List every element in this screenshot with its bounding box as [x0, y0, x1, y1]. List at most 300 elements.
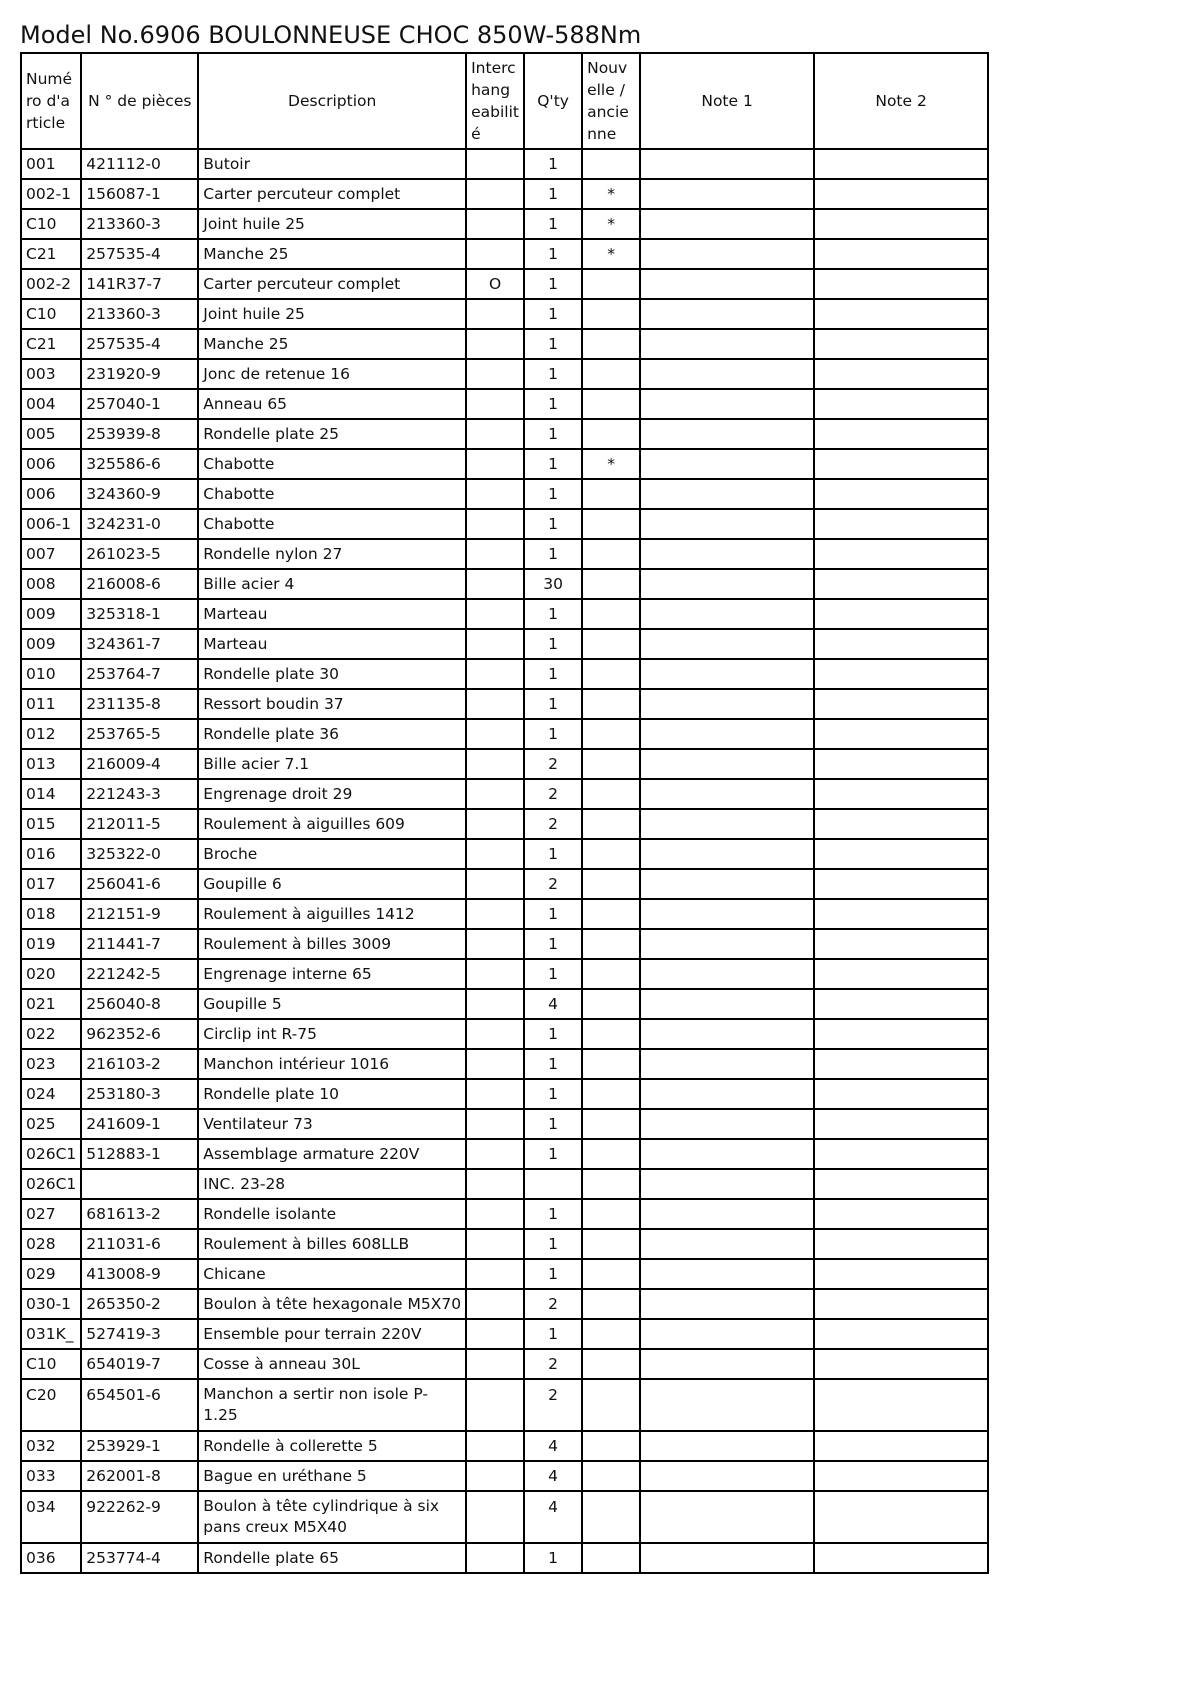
cell-interchangeability — [466, 239, 524, 269]
table-row — [21, 1431, 988, 1461]
cell-note1 — [640, 1109, 814, 1139]
cell-note1 — [640, 1229, 814, 1259]
cell-interchangeability — [466, 1019, 524, 1049]
cell-description: Circlip int R-75 — [198, 1019, 466, 1049]
cell-new-old — [582, 1491, 640, 1543]
cell-note1 — [640, 539, 814, 569]
cell-new-old: * — [582, 209, 640, 239]
cell-note2 — [814, 329, 988, 359]
cell-description: Boulon à tête cylindrique à six pans creux M5X40 — [198, 1491, 466, 1543]
cell-description: Chabotte — [198, 449, 466, 479]
cell-description: Rondelle isolante — [198, 1199, 466, 1229]
cell-note1 — [640, 509, 814, 539]
cell-interchangeability — [466, 1319, 524, 1349]
cell-part-no: 253764-7 — [81, 659, 198, 689]
cell-new-old — [582, 1379, 640, 1431]
cell-item-no: 007 — [21, 539, 81, 569]
cell-note1 — [640, 659, 814, 689]
cell-qty: 1 — [524, 539, 582, 569]
cell-part-no: 922262-9 — [81, 1491, 198, 1543]
cell-qty: 1 — [524, 509, 582, 539]
table-row — [21, 239, 988, 269]
column-header-new-old: Nouvelle / ancienne — [582, 53, 640, 149]
cell-note2 — [814, 749, 988, 779]
cell-item-no: 002-2 — [21, 269, 81, 299]
cell-part-no: 257535-4 — [81, 239, 198, 269]
table-row — [21, 539, 988, 569]
cell-note2 — [814, 1079, 988, 1109]
cell-interchangeability — [466, 1169, 524, 1199]
cell-interchangeability — [466, 809, 524, 839]
cell-note2 — [814, 1139, 988, 1169]
cell-interchangeability — [466, 839, 524, 869]
cell-new-old — [582, 1319, 640, 1349]
cell-item-no: 009 — [21, 599, 81, 629]
table-row — [21, 1349, 988, 1379]
cell-qty: 2 — [524, 1349, 582, 1379]
table-row — [21, 1079, 988, 1109]
cell-note2 — [814, 1349, 988, 1379]
cell-item-no: 036 — [21, 1543, 81, 1573]
cell-new-old — [582, 1139, 640, 1169]
cell-qty: 4 — [524, 1491, 582, 1543]
cell-part-no: 527419-3 — [81, 1319, 198, 1349]
cell-description: INC. 23-28 — [198, 1169, 466, 1199]
cell-interchangeability — [466, 329, 524, 359]
cell-part-no: 253765-5 — [81, 719, 198, 749]
table-row — [21, 1199, 988, 1229]
cell-qty: 4 — [524, 1461, 582, 1491]
cell-item-no: 021 — [21, 989, 81, 1019]
cell-note2 — [814, 1049, 988, 1079]
cell-interchangeability — [466, 389, 524, 419]
table-row — [21, 869, 988, 899]
table-row — [21, 1289, 988, 1319]
cell-new-old — [582, 929, 640, 959]
cell-new-old — [582, 1229, 640, 1259]
cell-item-no: 031K_ — [21, 1319, 81, 1349]
cell-item-no: 013 — [21, 749, 81, 779]
cell-qty: 1 — [524, 1319, 582, 1349]
cell-interchangeability: O — [466, 269, 524, 299]
cell-note1 — [640, 1431, 814, 1461]
cell-new-old — [582, 149, 640, 179]
cell-part-no: 241609-1 — [81, 1109, 198, 1139]
cell-interchangeability — [466, 899, 524, 929]
cell-description: Boulon à tête hexagonale M5X70 — [198, 1289, 466, 1319]
cell-description: Manchon a sertir non isole P-1.25 — [198, 1379, 466, 1431]
cell-note2 — [814, 299, 988, 329]
cell-new-old — [582, 359, 640, 389]
cell-new-old — [582, 1019, 640, 1049]
cell-note2 — [814, 509, 988, 539]
table-row — [21, 1229, 988, 1259]
cell-description: Engrenage interne 65 — [198, 959, 466, 989]
cell-description: Joint huile 25 — [198, 299, 466, 329]
cell-interchangeability — [466, 989, 524, 1019]
cell-interchangeability — [466, 659, 524, 689]
cell-note2 — [814, 1431, 988, 1461]
cell-item-no: C21 — [21, 329, 81, 359]
cell-new-old: * — [582, 179, 640, 209]
cell-note1 — [640, 479, 814, 509]
cell-note2 — [814, 1289, 988, 1319]
cell-part-no: 325322-0 — [81, 839, 198, 869]
cell-interchangeability — [466, 1259, 524, 1289]
cell-note1 — [640, 1319, 814, 1349]
column-header-qty: Q'ty — [524, 53, 582, 149]
cell-interchangeability — [466, 1543, 524, 1573]
cell-note1 — [640, 1349, 814, 1379]
cell-qty: 1 — [524, 1199, 582, 1229]
cell-item-no: 020 — [21, 959, 81, 989]
cell-description: Chicane — [198, 1259, 466, 1289]
cell-description: Goupille 5 — [198, 989, 466, 1019]
cell-note2 — [814, 989, 988, 1019]
cell-note1 — [640, 1491, 814, 1543]
parts-table — [20, 52, 989, 1574]
cell-new-old — [582, 1259, 640, 1289]
cell-new-old — [582, 419, 640, 449]
cell-item-no: 014 — [21, 779, 81, 809]
cell-part-no: 213360-3 — [81, 299, 198, 329]
cell-note2 — [814, 1109, 988, 1139]
cell-part-no: 216008-6 — [81, 569, 198, 599]
cell-item-no: 032 — [21, 1431, 81, 1461]
cell-qty: 1 — [524, 689, 582, 719]
cell-note1 — [640, 749, 814, 779]
cell-interchangeability — [466, 959, 524, 989]
cell-description: Manchon intérieur 1016 — [198, 1049, 466, 1079]
cell-interchangeability — [466, 1199, 524, 1229]
cell-interchangeability — [466, 1229, 524, 1259]
cell-note1 — [640, 689, 814, 719]
cell-description: Broche — [198, 839, 466, 869]
table-row — [21, 1543, 988, 1573]
cell-new-old — [582, 899, 640, 929]
cell-item-no: 026C1 — [21, 1169, 81, 1199]
cell-item-no: 017 — [21, 869, 81, 899]
cell-qty: 1 — [524, 209, 582, 239]
cell-item-no: 025 — [21, 1109, 81, 1139]
cell-note1 — [640, 989, 814, 1019]
cell-description: Rondelle plate 36 — [198, 719, 466, 749]
cell-qty: 1 — [524, 1259, 582, 1289]
cell-note2 — [814, 1319, 988, 1349]
cell-description: Marteau — [198, 599, 466, 629]
cell-qty: 1 — [524, 389, 582, 419]
cell-note1 — [640, 419, 814, 449]
cell-item-no: 018 — [21, 899, 81, 929]
column-header-note2: Note 2 — [814, 53, 988, 149]
cell-description: Assemblage armature 220V — [198, 1139, 466, 1169]
cell-description: Bague en uréthane 5 — [198, 1461, 466, 1491]
table-row — [21, 659, 988, 689]
table-row — [21, 269, 988, 299]
cell-interchangeability — [466, 509, 524, 539]
cell-item-no: 022 — [21, 1019, 81, 1049]
cell-qty: 2 — [524, 749, 582, 779]
cell-part-no: 141R37-7 — [81, 269, 198, 299]
cell-new-old — [582, 389, 640, 419]
cell-note1 — [640, 779, 814, 809]
column-header-description: Description — [198, 53, 466, 149]
cell-interchangeability — [466, 419, 524, 449]
table-row — [21, 719, 988, 749]
cell-new-old — [582, 659, 640, 689]
cell-note1 — [640, 239, 814, 269]
cell-new-old — [582, 569, 640, 599]
table-row — [21, 419, 988, 449]
cell-part-no: 221242-5 — [81, 959, 198, 989]
cell-note1 — [640, 929, 814, 959]
table-row — [21, 1049, 988, 1079]
page-title: Model No.6906 BOULONNEUSE CHOC 850W-588Nm — [20, 21, 642, 49]
cell-new-old — [582, 869, 640, 899]
cell-note2 — [814, 809, 988, 839]
table-row — [21, 749, 988, 779]
cell-note2 — [814, 1199, 988, 1229]
cell-note1 — [640, 809, 814, 839]
cell-new-old — [582, 1169, 640, 1199]
cell-qty: 30 — [524, 569, 582, 599]
cell-qty: 1 — [524, 1543, 582, 1573]
cell-new-old — [582, 719, 640, 749]
cell-note2 — [814, 1379, 988, 1431]
cell-description: Rondelle nylon 27 — [198, 539, 466, 569]
cell-new-old: * — [582, 239, 640, 269]
cell-note2 — [814, 1229, 988, 1259]
cell-part-no: 512883-1 — [81, 1139, 198, 1169]
cell-note1 — [640, 899, 814, 929]
cell-part-no: 257535-4 — [81, 329, 198, 359]
cell-item-no: 001 — [21, 149, 81, 179]
table-row — [21, 959, 988, 989]
cell-part-no: 253929-1 — [81, 1431, 198, 1461]
cell-interchangeability — [466, 629, 524, 659]
cell-note2 — [814, 389, 988, 419]
table-row — [21, 1319, 988, 1349]
cell-new-old — [582, 1049, 640, 1079]
cell-new-old — [582, 1461, 640, 1491]
table-row — [21, 599, 988, 629]
cell-part-no: 324231-0 — [81, 509, 198, 539]
cell-note2 — [814, 479, 988, 509]
cell-interchangeability — [466, 449, 524, 479]
cell-note2 — [814, 569, 988, 599]
cell-description: Engrenage droit 29 — [198, 779, 466, 809]
table-row — [21, 509, 988, 539]
table-row — [21, 929, 988, 959]
cell-note1 — [640, 599, 814, 629]
cell-qty: 2 — [524, 1289, 582, 1319]
cell-description: Ressort boudin 37 — [198, 689, 466, 719]
cell-note2 — [814, 629, 988, 659]
cell-note2 — [814, 179, 988, 209]
cell-item-no: 029 — [21, 1259, 81, 1289]
cell-note1 — [640, 179, 814, 209]
cell-description: Bille acier 4 — [198, 569, 466, 599]
cell-interchangeability — [466, 599, 524, 629]
cell-part-no: 654501-6 — [81, 1379, 198, 1431]
cell-interchangeability — [466, 1461, 524, 1491]
cell-part-no: 211031-6 — [81, 1229, 198, 1259]
cell-note1 — [640, 869, 814, 899]
cell-note1 — [640, 569, 814, 599]
cell-description: Manche 25 — [198, 239, 466, 269]
cell-note1 — [640, 1139, 814, 1169]
cell-new-old — [582, 299, 640, 329]
cell-interchangeability — [466, 359, 524, 389]
cell-description: Roulement à billes 3009 — [198, 929, 466, 959]
cell-part-no: 212151-9 — [81, 899, 198, 929]
cell-qty: 2 — [524, 869, 582, 899]
cell-qty: 1 — [524, 269, 582, 299]
cell-part-no: 253939-8 — [81, 419, 198, 449]
cell-part-no: 212011-5 — [81, 809, 198, 839]
cell-item-no: 006-1 — [21, 509, 81, 539]
cell-interchangeability — [466, 689, 524, 719]
cell-part-no: 962352-6 — [81, 1019, 198, 1049]
cell-new-old — [582, 749, 640, 779]
cell-interchangeability — [466, 479, 524, 509]
cell-new-old — [582, 1289, 640, 1319]
cell-qty: 1 — [524, 1079, 582, 1109]
cell-description: Rondelle plate 10 — [198, 1079, 466, 1109]
cell-qty: 1 — [524, 599, 582, 629]
cell-part-no: 213360-3 — [81, 209, 198, 239]
cell-note2 — [814, 839, 988, 869]
cell-new-old — [582, 809, 640, 839]
cell-new-old — [582, 1109, 640, 1139]
cell-description: Carter percuteur complet — [198, 269, 466, 299]
cell-part-no: 261023-5 — [81, 539, 198, 569]
cell-qty: 1 — [524, 149, 582, 179]
cell-part-no: 325318-1 — [81, 599, 198, 629]
cell-interchangeability — [466, 719, 524, 749]
table-row — [21, 809, 988, 839]
cell-new-old — [582, 1079, 640, 1109]
cell-note2 — [814, 419, 988, 449]
cell-qty: 1 — [524, 1139, 582, 1169]
cell-note2 — [814, 239, 988, 269]
cell-item-no: C10 — [21, 299, 81, 329]
cell-description: Cosse à anneau 30L — [198, 1349, 466, 1379]
table-row — [21, 899, 988, 929]
cell-part-no — [81, 1169, 198, 1199]
cell-note1 — [640, 1461, 814, 1491]
cell-note1 — [640, 1543, 814, 1573]
cell-note1 — [640, 269, 814, 299]
cell-qty: 1 — [524, 299, 582, 329]
cell-note2 — [814, 149, 988, 179]
cell-description: Bille acier 7.1 — [198, 749, 466, 779]
cell-qty: 2 — [524, 809, 582, 839]
cell-note1 — [640, 299, 814, 329]
cell-item-no: 009 — [21, 629, 81, 659]
cell-part-no: 421112-0 — [81, 149, 198, 179]
cell-description: Anneau 65 — [198, 389, 466, 419]
cell-interchangeability — [466, 209, 524, 239]
cell-description: Goupille 6 — [198, 869, 466, 899]
cell-note2 — [814, 779, 988, 809]
table-body — [21, 149, 988, 1573]
cell-interchangeability — [466, 1289, 524, 1319]
cell-note2 — [814, 689, 988, 719]
cell-qty: 1 — [524, 719, 582, 749]
cell-interchangeability — [466, 299, 524, 329]
cell-note2 — [814, 719, 988, 749]
table-row — [21, 149, 988, 179]
cell-note2 — [814, 929, 988, 959]
cell-qty: 1 — [524, 839, 582, 869]
cell-note2 — [814, 269, 988, 299]
table-row — [21, 1109, 988, 1139]
cell-note1 — [640, 1019, 814, 1049]
cell-new-old — [582, 1431, 640, 1461]
table-row — [21, 389, 988, 419]
cell-part-no: 324360-9 — [81, 479, 198, 509]
table-row — [21, 1169, 988, 1199]
cell-interchangeability — [466, 1109, 524, 1139]
cell-item-no: 011 — [21, 689, 81, 719]
table-row — [21, 1379, 988, 1431]
table-row — [21, 209, 988, 239]
table-row — [21, 1491, 988, 1543]
cell-part-no: 216009-4 — [81, 749, 198, 779]
cell-part-no: 253774-4 — [81, 1543, 198, 1573]
cell-new-old — [582, 959, 640, 989]
cell-note2 — [814, 209, 988, 239]
cell-new-old — [582, 689, 640, 719]
cell-note1 — [640, 449, 814, 479]
cell-note2 — [814, 1169, 988, 1199]
cell-note2 — [814, 659, 988, 689]
cell-item-no: 012 — [21, 719, 81, 749]
cell-note2 — [814, 539, 988, 569]
cell-qty: 1 — [524, 239, 582, 269]
cell-new-old — [582, 479, 640, 509]
cell-note2 — [814, 1491, 988, 1543]
cell-note2 — [814, 1019, 988, 1049]
cell-interchangeability — [466, 1431, 524, 1461]
cell-note1 — [640, 629, 814, 659]
table-row — [21, 779, 988, 809]
table-row — [21, 689, 988, 719]
cell-description: Roulement à billes 608LLB — [198, 1229, 466, 1259]
cell-note2 — [814, 359, 988, 389]
cell-part-no: 413008-9 — [81, 1259, 198, 1289]
cell-item-no: C21 — [21, 239, 81, 269]
cell-note2 — [814, 1461, 988, 1491]
cell-note1 — [640, 1169, 814, 1199]
cell-part-no: 256040-8 — [81, 989, 198, 1019]
cell-new-old — [582, 539, 640, 569]
cell-item-no: 023 — [21, 1049, 81, 1079]
cell-description: Rondelle plate 25 — [198, 419, 466, 449]
cell-item-no: C20 — [21, 1379, 81, 1431]
cell-interchangeability — [466, 1049, 524, 1079]
cell-new-old: * — [582, 449, 640, 479]
cell-item-no: 024 — [21, 1079, 81, 1109]
cell-qty: 1 — [524, 359, 582, 389]
cell-part-no: 265350-2 — [81, 1289, 198, 1319]
cell-interchangeability — [466, 749, 524, 779]
cell-qty: 1 — [524, 449, 582, 479]
cell-part-no: 257040-1 — [81, 389, 198, 419]
cell-item-no: 003 — [21, 359, 81, 389]
cell-new-old — [582, 269, 640, 299]
